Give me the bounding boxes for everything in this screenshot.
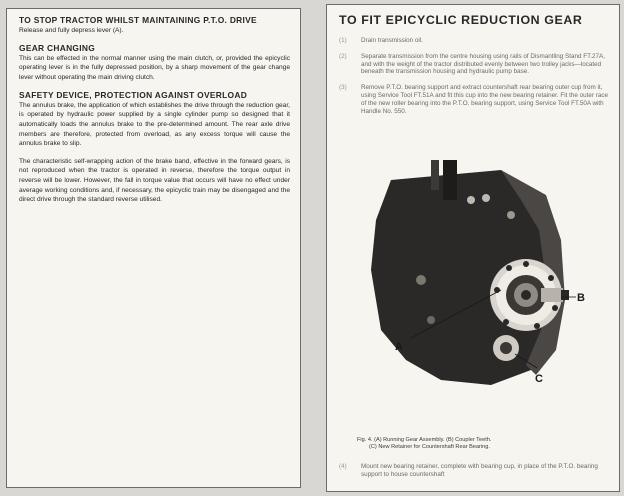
left-page — [6, 8, 301, 488]
heading-gear-changing: GEAR CHANGING — [19, 43, 96, 54]
right-page — [326, 4, 620, 492]
figure-reduction-gear-photo — [351, 160, 591, 400]
step-text: Mount new bearing retainer, complete with bearing cup, in place of the P.T.O. bearing support to house countershaft — [361, 463, 598, 478]
step-1 — [339, 37, 609, 45]
para-annulus-brake: The annulus brake, the application of which establishes the drive through the reduction gear, is operated by hydraulic power supplied by a single cylinder pump so designed that it automatically loads the annulus brake to the pre-determined amount. The rear axle drive members are therefore, protected from overload, as any excess torque will cause the annulus brake to slip. — [19, 101, 290, 148]
step-4 — [339, 463, 609, 479]
heading-safety-device: SAFETY DEVICE, PROTECTION AGAINST OVERLOAD — [19, 90, 248, 101]
figure-label-c: C — [535, 373, 543, 385]
step-text: Drain transmission oil. — [361, 37, 423, 44]
figure-label-a: A — [395, 341, 403, 353]
para-gear-changing: This can be effected in the normal manner using the main clutch, or, provided the epicyclic operating lever is in the fully depressed position, by a sharp movement of the gear change lever without operating the main driving clutch. — [19, 54, 290, 81]
caption-line-2: (C) New Retainer for Countershaft Rear Bearing. — [369, 444, 490, 450]
caption-line-1: Fig. 4. (A) Running Gear Assembly. (B) Coupler Teeth. — [357, 437, 492, 443]
step-number: (2) — [339, 52, 347, 60]
step-text: Separate transmission from the centre housing using rails of Dismantling Stand FT.27A, and with the weight of the tractor distributed evenly between two trolley jacks—located beneath the transmission housing and hydraulic pump base. — [361, 52, 605, 76]
figure-caption — [357, 437, 607, 451]
page-title: TO FIT EPICYCLIC REDUCTION GEAR — [339, 13, 583, 27]
figure-label-b: B — [577, 292, 585, 304]
step-number: (3) — [339, 84, 347, 92]
step-number: (1) — [339, 37, 347, 44]
para-self-wrapping: The characteristic self-wrapping action of the brake band, effective in the forward gears, is not reproduced when the tractor is operated in reverse, therefore the torque output in reverse will be lower. However, the fall in torque value that occurs will have no effect under average working conditions and, if necessary, the epicyclic train may be disengaged and the direct drive through the standard reverse utilised. — [19, 157, 290, 204]
step-2 — [339, 53, 609, 76]
step-number: (4) — [339, 463, 347, 470]
para-release-lever: Release and fully depress lever (A). — [19, 26, 124, 34]
step-3 — [339, 84, 609, 115]
heading-stop-tractor: TO STOP TRACTOR WHILST MAINTAINING P.T.O. DRIVE — [19, 15, 257, 25]
step-text: Remove P.T.O. bearing support and extract countershaft rear bearing outer cup from it, using Service Tool FT.51A and fit this cup into the new bearing retainer. Fit the outer race of the new roller bearing into the P.T.O. bearing support, using Service Tool FT.50A with Handle No. 550. — [361, 84, 609, 115]
